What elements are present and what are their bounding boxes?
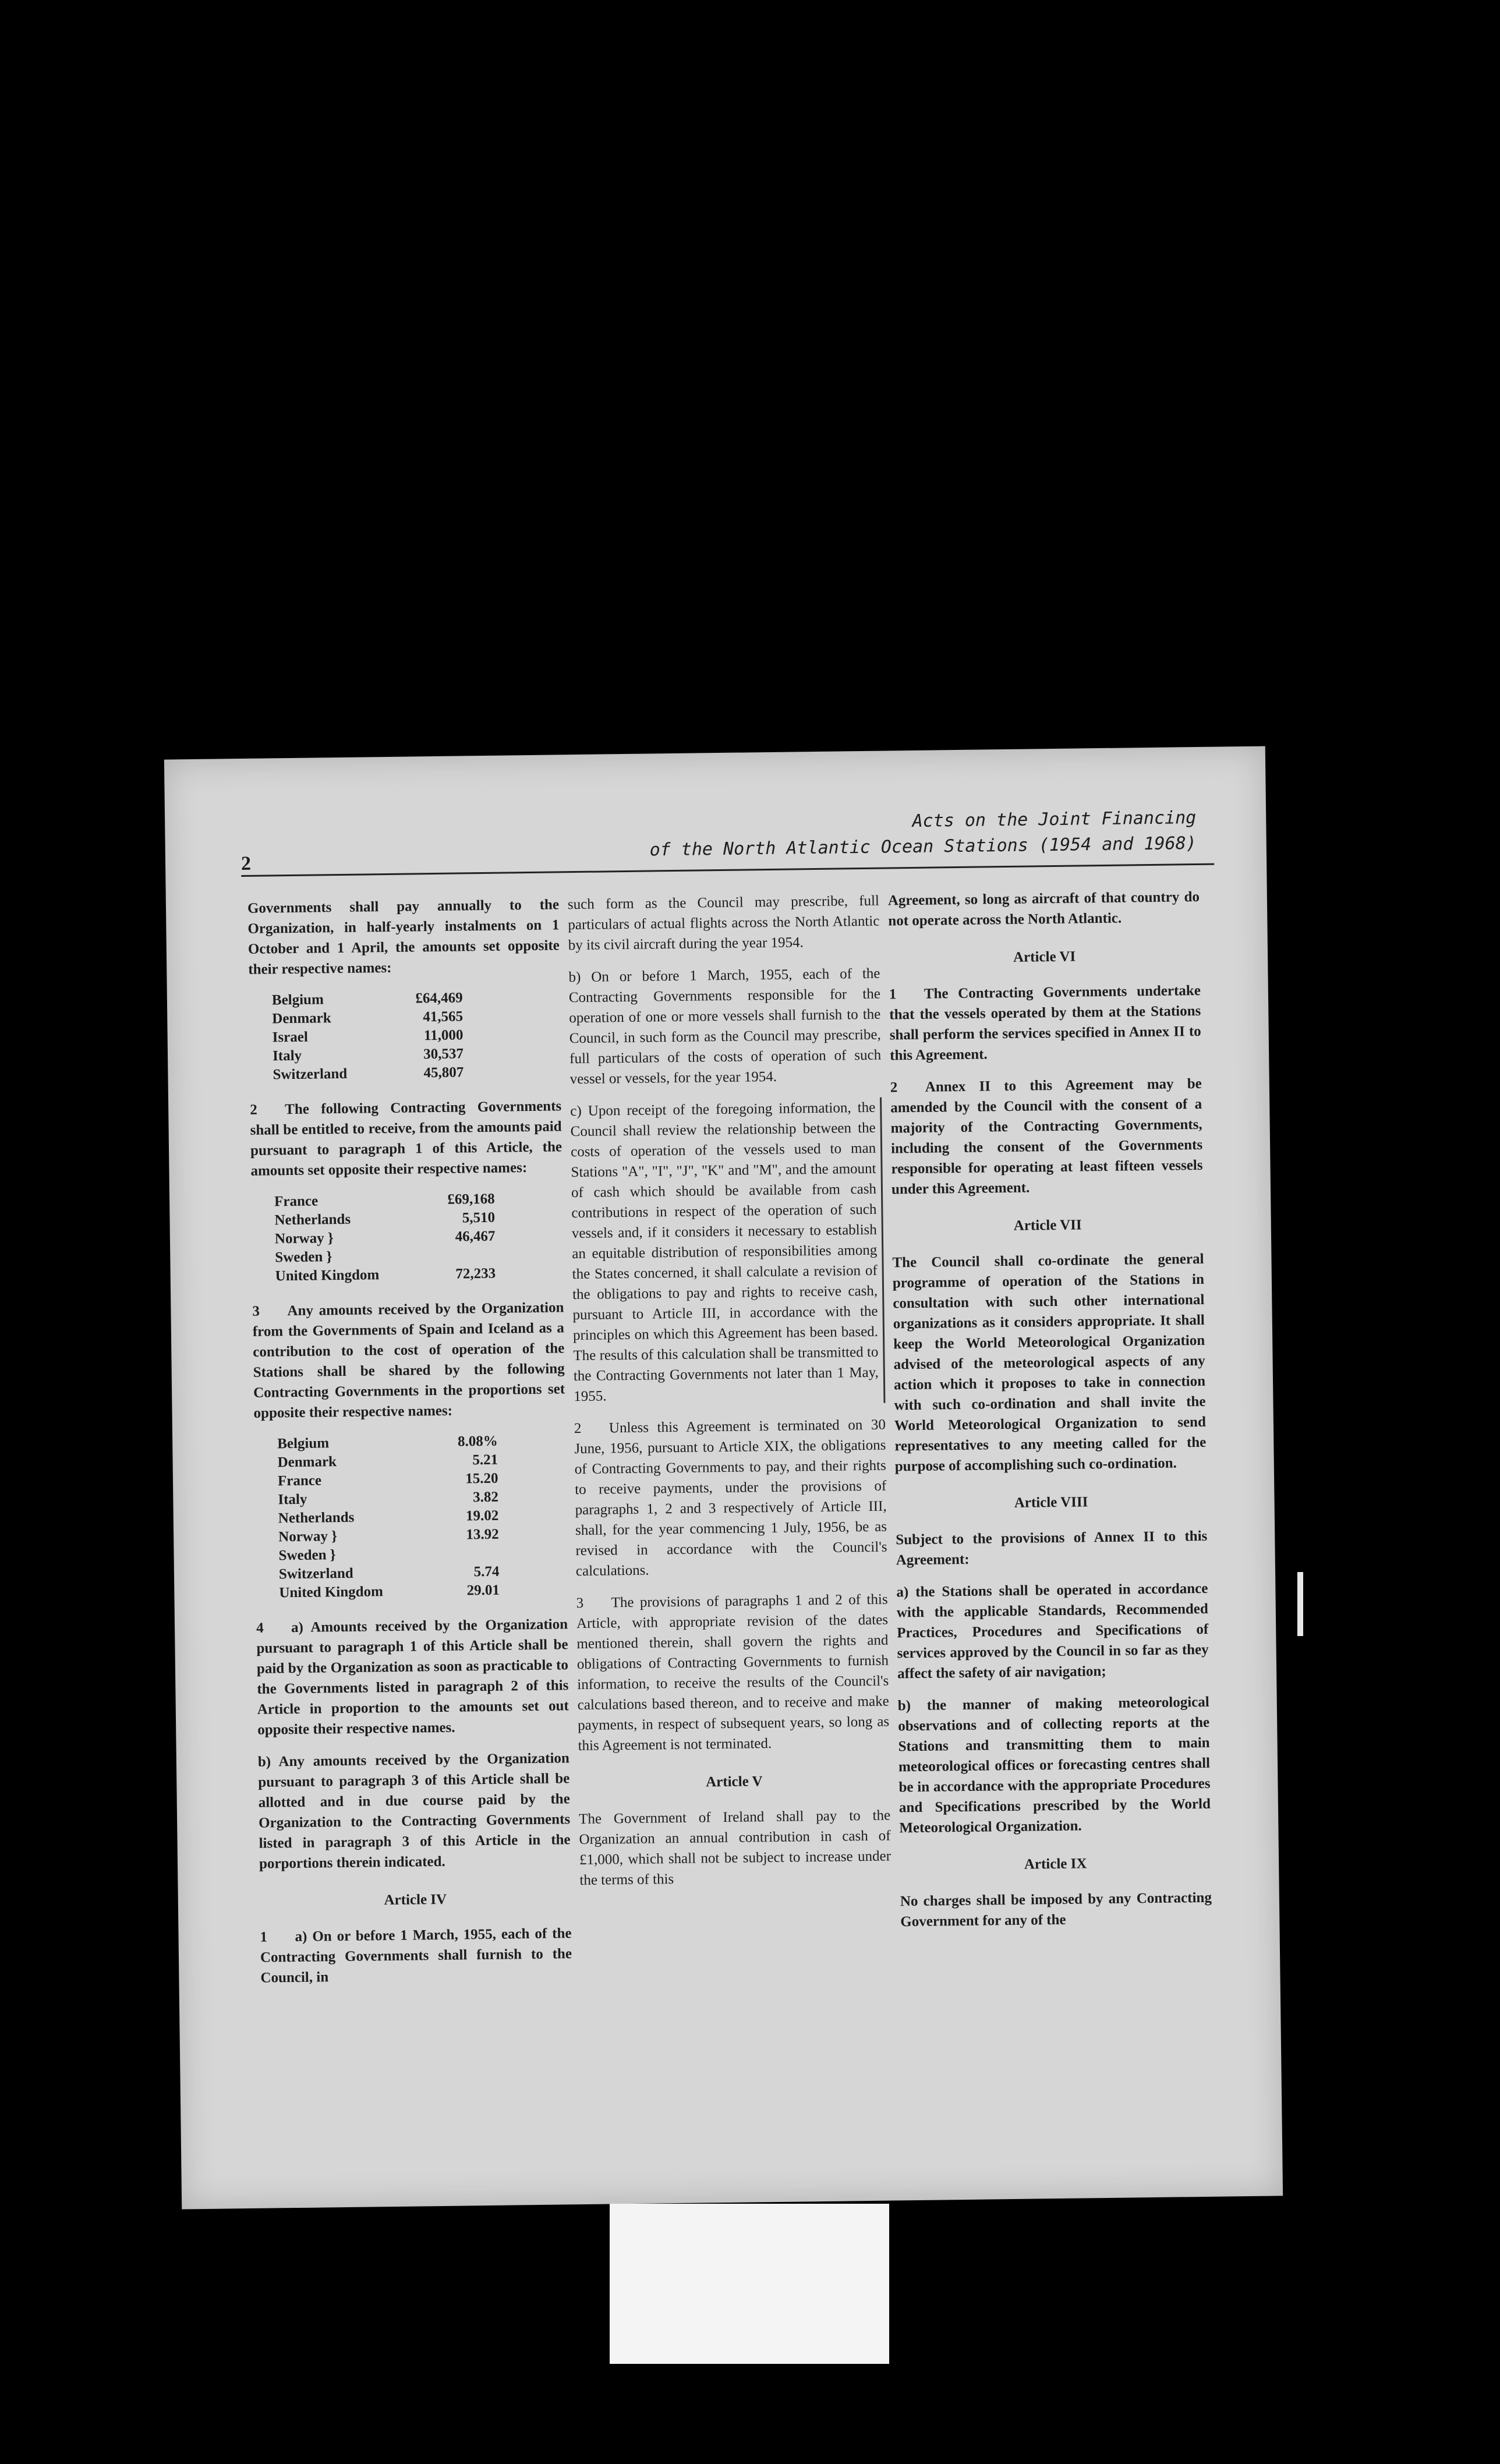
amount-value: 3.82	[472, 1489, 499, 1506]
amount-value: 19.02	[465, 1507, 499, 1524]
paragraph-text: Any amounts received by the Organization from the Governments of Spain and Iceland as a contribution to the cost of operation of the Stations shall be shared by the following Contracting Governments in the proportions set opposite their respective names:	[252, 1300, 565, 1421]
table-row	[279, 1581, 500, 1603]
paragraph-number: 2	[574, 1420, 582, 1437]
paragraph	[889, 980, 1202, 1066]
paragraph-number: 4	[256, 1620, 264, 1636]
table-row	[273, 1045, 464, 1065]
amount-value: 30,537	[423, 1046, 464, 1063]
running-title-line2: of the North Atlantic Ocean Stations (1954 and 1968)	[649, 833, 1197, 861]
paragraph: Governments shall pay annually to the Organization, in half-yearly instalments on 1 October and 1 April, the amounts set opposite their respective names:	[247, 897, 560, 978]
paragraph	[576, 1589, 889, 1757]
paragraph	[256, 1614, 569, 1740]
amount-value: 72,233	[455, 1265, 496, 1282]
table-row	[277, 1432, 498, 1454]
table-row	[274, 1190, 495, 1212]
article-heading: Article V	[706, 1773, 763, 1790]
country-name: Norway }	[274, 1230, 334, 1247]
table-row	[275, 1246, 496, 1268]
paragraph-text: The provisions of paragraphs 1 and 2 of this Article, with appropriate revision of the dates mentioned therein, shall govern the rights and obligations of Contracting Governments to furnish information, to receive the results of the Council's calculations based thereon, and to receive and make payments, in respect of subsequent years, so long as this Agreement is not terminated.	[576, 1591, 890, 1754]
paragraph-number: 3	[576, 1595, 584, 1612]
amount-value: 5.21	[472, 1452, 498, 1468]
paragraph-text: Annex II to this Agreement may be amended by the Council with the consent of a majority of the Contracting Governments, including the consent of the Governments responsible for operating at least fifteen vessels under this Agreement.	[890, 1075, 1203, 1198]
amount-value: 29.01	[466, 1582, 500, 1599]
paragraph: The Government of Ireland shall pay to the Organization an annual contribution in cash of £1,000, which shall not be subject to increase under the terms of this	[578, 1807, 891, 1889]
paragraph	[250, 1096, 562, 1181]
document-page	[164, 746, 1283, 2210]
paragraph	[252, 1297, 565, 1424]
paragraph: The Council shall co-ordinate the general programme of operation of the Stations in consultation with such other international organizations as it considers appropriate. It shall keep the World Meteorological Organization advised of the meteorological aspects of any action which it proposes to take in connection with such co-ordination and shall invite the World Meteorological Organization to send representatives to any meeting called for the purpose of accomplishing such co-ordination.	[892, 1251, 1207, 1475]
proportion-table	[277, 1432, 500, 1603]
amount-value: 46,467	[455, 1228, 496, 1245]
country-name: Switzerland	[278, 1565, 353, 1583]
paragraph: such form as the Council may prescribe, full particulars of actual flights across the North Atlantic by its civil aircraft during the year 1954.	[567, 893, 880, 954]
country-name: Belgium	[271, 992, 324, 1008]
paragraph-text: The following Contracting Governments shall be entitled to receive, from the amounts paid pursuant to paragraph 1 of this Article, the amounts set opposite their respective names:	[250, 1098, 562, 1179]
paragraph-text: a) On or before 1 March, 1955, each of the Contracting Governments shall furnish to the Council, in	[260, 1925, 572, 1986]
article-heading: Article IX	[1024, 1856, 1087, 1872]
column-2	[568, 891, 891, 1902]
amount-value	[383, 1544, 499, 1564]
article-heading: Article VIII	[1014, 1494, 1088, 1511]
table-row	[272, 1007, 463, 1028]
column-1	[247, 894, 572, 1999]
amount-value: 13.92	[466, 1526, 499, 1543]
paragraph	[260, 1923, 572, 1988]
table-row	[272, 989, 463, 1010]
amount-value	[379, 1246, 496, 1266]
paragraph	[890, 1074, 1204, 1200]
table-row	[278, 1507, 499, 1528]
paragraph: Agreement, so long as aircraft of that country do not operate across the North Atlantic.	[887, 888, 1200, 929]
paragraph-number: 1	[889, 986, 897, 1003]
article-heading: Article IV	[384, 1891, 447, 1909]
scan-edge-mark	[1297, 1572, 1303, 1636]
paragraph: b) the manner of making meteorological observations and of collecting reports at the Stations and transmitting them to main meteorological offices or forecasting centres shall be in accordance with the appropriate Procedures and Specifications prescribed by the World Meteorological Organization.	[897, 1694, 1211, 1836]
page-number: 2	[240, 852, 252, 875]
running-title	[649, 805, 1197, 863]
table-row	[278, 1525, 499, 1547]
country-name: Sweden }	[278, 1547, 336, 1564]
paragraph-number: 2	[250, 1102, 257, 1118]
country-name: United Kingdom	[275, 1267, 380, 1284]
paragraph-text: The Contracting Governments undertake that the vessels operated by them at the Stations shall perform the services specified in Annex II to this Agreement.	[889, 982, 1201, 1064]
paragraph-text: Unless this Agreement is terminated on 30 June, 1956, pursuant to Article XIX, the obligations of Contracting Governments to pay, and their rights to receive payments, under the provisions of paragraphs 1, 2 and 3 respectively of Article III, shall, for the year commencing 1 July, 1956, be as revised in accordance with the Council's calculations.	[574, 1417, 887, 1580]
table-row	[278, 1488, 498, 1510]
contribution-table	[272, 989, 464, 1084]
paragraph: Subject to the provisions of Annex II to this Agreement:	[896, 1528, 1208, 1569]
paragraph-number: 1	[260, 1929, 268, 1945]
paragraph: b) On or before 1 March, 1955, each of the Contracting Governments responsible for the operation of one or more vessels shall furnish to the Council, in such form as the Council may prescribe, full particulars of the costs of operation of such vessel or vessels, for the year 1954.	[568, 965, 882, 1088]
country-name: Denmark	[272, 1010, 331, 1027]
amount-value: 45,807	[423, 1064, 464, 1081]
country-name: Sweden }	[275, 1249, 332, 1266]
table-row	[273, 1026, 464, 1047]
table-row	[279, 1563, 500, 1584]
running-title-line1: Acts on the Joint Financing	[912, 808, 1197, 831]
amount-value: 8.08%	[457, 1433, 498, 1450]
amount-value: 41,565	[423, 1008, 464, 1025]
article-heading: Article VI	[1013, 948, 1076, 965]
amount-value: 15.20	[465, 1470, 498, 1487]
country-name: Italy	[278, 1491, 307, 1508]
paragraph: No charges shall be imposed by any Contracting Government for any of the	[900, 1889, 1212, 1930]
paragraph: c) Upon receipt of the foregoing information, the Council shall review the relationship between the costs of operation of the vessels used to man Stations "A", "I", "J", "K" and "M", and the amount of cash which should be available from cash contributions in respect of the operation of such vessels and, if it considers it necessary to establish an equitable distribution of responsibilities among the States concerned, it shall calculate a revision of the obligations to pay and rights to receive cash, pursuant to Article III, in accordance with the principles on which this Agreement has been based. The results of this calculation shall be transmitted to the Contracting Governments not later than 1 May, 1955.	[570, 1098, 885, 1407]
receipt-table	[274, 1190, 496, 1286]
country-name: France	[274, 1193, 319, 1210]
amount-value: 5,510	[462, 1209, 496, 1226]
country-name: Belgium	[277, 1435, 330, 1452]
amount-value: £64,469	[415, 990, 463, 1007]
column-3	[888, 887, 1212, 1943]
table-row	[278, 1544, 499, 1566]
table-row	[273, 1063, 464, 1084]
header-rule	[241, 863, 1214, 877]
paragraph-text: a) Amounts received by the Organization pursuant to paragraph 1 of this Article shall be paid by the Organization as soon as practicable to the Governments listed in paragraph 2 of this Article in proportion to the amounts set out opposite their respective names.	[256, 1616, 569, 1738]
article-heading: Article VII	[1013, 1217, 1082, 1234]
table-row	[275, 1265, 496, 1286]
paragraph-number: 2	[890, 1079, 898, 1096]
amount-value: 5.74	[473, 1563, 500, 1580]
table-row	[278, 1470, 498, 1491]
scan-target-card	[610, 2204, 889, 2364]
country-name: Israel	[272, 1029, 308, 1046]
country-name: Denmark	[277, 1454, 337, 1471]
country-name: France	[277, 1472, 322, 1489]
table-row	[275, 1227, 496, 1249]
table-row	[277, 1451, 498, 1472]
paragraph-number: 3	[252, 1303, 260, 1319]
country-name: Norway }	[278, 1528, 338, 1545]
country-name: Netherlands	[274, 1211, 351, 1229]
paragraph	[574, 1415, 887, 1582]
amount-value: £69,168	[447, 1191, 495, 1208]
country-name: Italy	[272, 1047, 302, 1064]
country-name: Switzerland	[273, 1065, 348, 1083]
table-row	[274, 1209, 495, 1230]
paragraph: b) Any amounts received by the Organization pursuant to paragraph 3 of this Article shall be allotted and in due course paid by the Organization to the Contracting Governments listed in paragraph 3 of this Article in the porportions therein indicated.	[257, 1750, 571, 1872]
paragraph: a) the Stations shall be operated in accordance with the applicable Standards, Recommended Practices, Procedures and Specifications of services approved by the Council in so far as they affect the safety of air navigation;	[896, 1580, 1209, 1682]
country-name: United Kingdom	[279, 1584, 384, 1601]
amount-value: 11,000	[423, 1027, 464, 1044]
country-name: Netherlands	[278, 1509, 355, 1527]
